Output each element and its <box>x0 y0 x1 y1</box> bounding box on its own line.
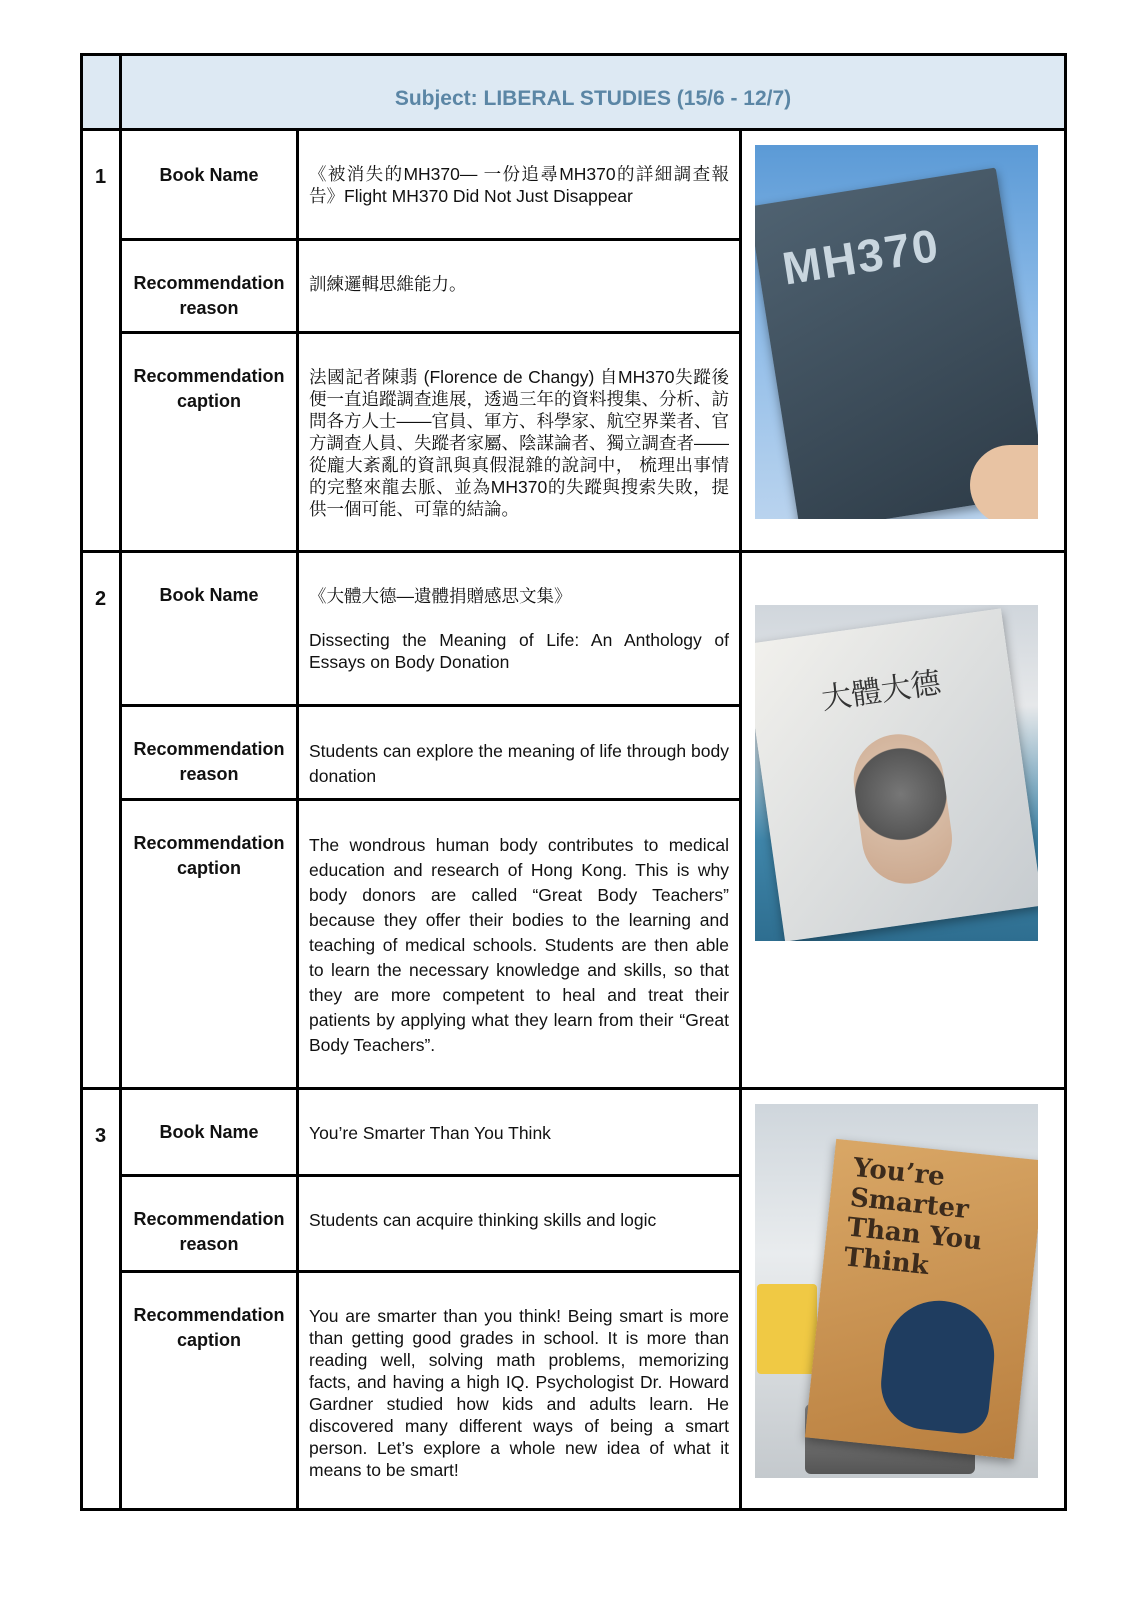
book-cover-photo <box>755 1104 1038 1478</box>
sign-graphic <box>757 1284 817 1374</box>
book-2-photo-cell <box>741 552 1066 1089</box>
book-1-photo-cell <box>741 130 1066 552</box>
book-name-label: Book Name <box>121 552 298 706</box>
book-cover-title: 大體大德 <box>819 665 944 718</box>
book-3-photo-cell <box>741 1089 1066 1510</box>
book-name-label: Book Name <box>121 1089 298 1176</box>
book-number: 1 <box>82 130 121 552</box>
book-name-value <box>298 552 741 706</box>
caption-text: You are smarter than you think! Being smart is more than getting good grades in school. It is more than reading well, solving math problems, memorizing facts, and having a high IQ. Psychologist Dr. Howard Gardner studied how kids and adults learn. He discovered many different ways of being a smart person. Let’s explore a whole new idea of what it means to be smart! <box>309 1306 729 1480</box>
book-cover-title: You’re Smarter Than You Think <box>842 1152 984 1282</box>
book-name-text: You’re Smarter Than You Think <box>309 1123 551 1143</box>
book-name-value <box>298 130 741 240</box>
caption-text: 法國記者陳翡 (Florence de Changy) 自MH370失蹤後便一直追蹤調查進展，透過三年的資料搜集、分析、訪問各方人士——官員、軍方、科學家、航空界業者、官方調查人員、失蹤者家屬、陰謀論者、獨立調查者——從龐大紊亂的資訊與真假混雜的說詞中， 梳理出事情的完整來龍去脈、並為MH370的失蹤與搜索失敗，提供一個可能、可靠的結論。 <box>309 367 729 519</box>
book-name-zh-text: 《大體大德—遺體捐贈感思文集》 <box>309 586 572 606</box>
reason-value <box>298 1176 741 1272</box>
caption-value <box>298 333 741 552</box>
book-number: 3 <box>82 1089 121 1510</box>
book-name-text: 《被消失的MH370— 一份追尋MH370的詳細調查報告》Flight MH370 Did Not Just Disappear <box>309 164 729 206</box>
reason-text: Students can explore the meaning of life through body donation <box>309 741 729 786</box>
page-title: Subject: LIBERAL STUDIES (15/6 - 12/7) <box>121 55 1066 130</box>
book-1-name-row <box>82 130 1066 240</box>
book-2-name-row <box>82 552 1066 706</box>
head-graphic <box>877 1295 1000 1436</box>
recommendation-table <box>80 53 1067 1511</box>
reason-label: Recommendation reason <box>121 1176 298 1272</box>
book-number: 2 <box>82 552 121 1089</box>
book-3-name-row <box>82 1089 1066 1176</box>
header-row <box>82 55 1066 130</box>
book-name-text: Dissecting the Meaning of Life: An Anthology of Essays on Body Donation <box>309 630 729 672</box>
reason-value <box>298 240 741 333</box>
book-cover <box>805 1139 1038 1459</box>
caption-text: The wondrous human body contributes to medical education and research of Hong Kong. This is why body donors are called “Great Body Teachers” because they offer their bodies to the learning and teaching of medical schools. Students are then able to learn the necessary knowledge and skills, so that they are more competent to heal and treat their patients by applying what they learn from their “Great Body Teachers”. <box>309 835 729 1055</box>
reason-value <box>298 706 741 800</box>
reason-label: Recommendation reason <box>121 240 298 333</box>
caption-value <box>298 1272 741 1510</box>
book-cover-photo <box>755 605 1038 941</box>
book-cover-title: MH370 <box>778 218 944 295</box>
book-name-value <box>298 1089 741 1176</box>
header-corner <box>82 55 121 130</box>
reason-text: Students can acquire thinking skills and logic <box>309 1210 657 1230</box>
caption-value <box>298 800 741 1089</box>
hands-graphic <box>848 728 958 889</box>
book-cover-photo <box>755 145 1038 519</box>
reason-label: Recommendation reason <box>121 706 298 800</box>
book-cover <box>755 608 1038 941</box>
caption-label: Recommendation caption <box>121 333 298 552</box>
reason-text: 訓練邏輯思維能力。 <box>309 274 467 294</box>
caption-label: Recommendation caption <box>121 800 298 1089</box>
book-name-label: Book Name <box>121 130 298 240</box>
caption-label: Recommendation caption <box>121 1272 298 1510</box>
